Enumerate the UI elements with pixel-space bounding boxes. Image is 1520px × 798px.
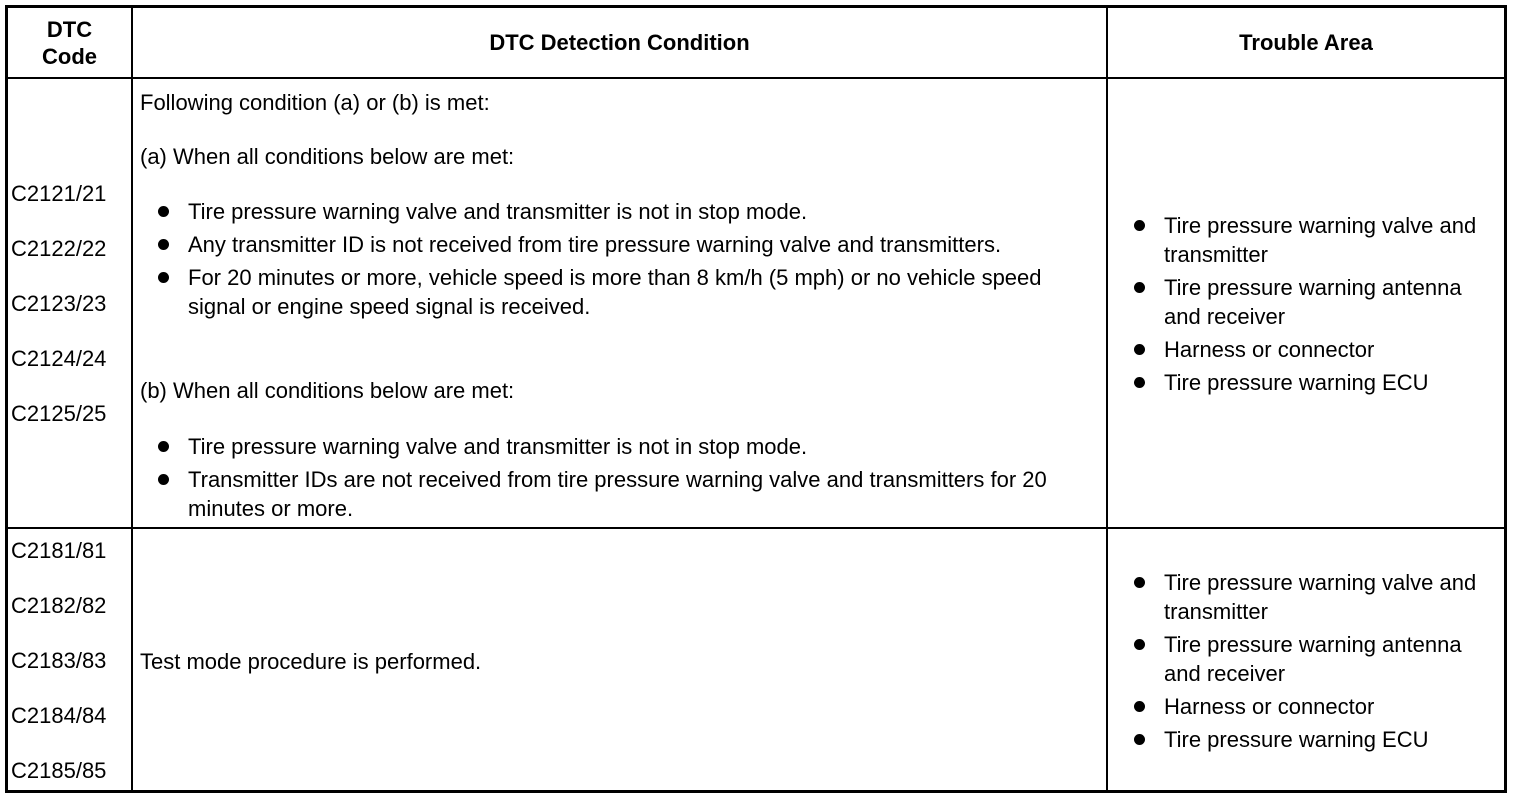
header-trouble-area-label: Trouble Area xyxy=(1239,30,1373,55)
list-item: Tire pressure warning ECU xyxy=(1110,725,1495,754)
list-item: Tire pressure warning valve and transmitter xyxy=(1110,568,1495,626)
dtc-code: C2184/84 xyxy=(11,703,107,728)
list-item: Harness or connector xyxy=(1110,692,1495,721)
dtc-code: C2183/83 xyxy=(11,648,107,673)
condition-b-list xyxy=(140,432,1100,527)
list-item: Transmitter IDs are not received from tire pressure warning valve and transmitters for 20 minutes or more. xyxy=(140,465,1100,523)
list-item: Tire pressure warning antenna and receiver xyxy=(1110,630,1495,688)
dtc-code: C2124/24 xyxy=(11,346,107,371)
trouble-area-list-row-1 xyxy=(1110,211,1495,401)
header-detection-condition-label: DTC Detection Condition xyxy=(489,30,750,55)
list-item: Any transmitter ID is not received from tire pressure warning valve and transmitters. xyxy=(140,230,1100,259)
dtc-code: C2185/85 xyxy=(11,758,107,783)
list-item: For 20 minutes or more, vehicle speed is more than 8 km/h (5 mph) or no vehicle speed signal or engine speed signal is received. xyxy=(140,263,1100,321)
list-item: Tire pressure warning ECU xyxy=(1110,368,1495,397)
list-item: Tire pressure warning valve and transmitter is not in stop mode. xyxy=(140,432,1100,461)
dtc-code: C2123/23 xyxy=(11,291,107,316)
condition-a-list xyxy=(140,197,1100,325)
dtc-code: C2121/21 xyxy=(11,181,107,206)
list-item: Tire pressure warning valve and transmitter is not in stop mode. xyxy=(140,197,1100,226)
condition-intro: Following condition (a) or (b) is met: xyxy=(140,90,490,115)
list-item: Harness or connector xyxy=(1110,335,1495,364)
trouble-area-list-row-2 xyxy=(1110,568,1495,758)
condition-text-row-2: Test mode procedure is performed. xyxy=(140,649,482,674)
list-item: Tire pressure warning valve and transmitter xyxy=(1110,211,1495,269)
header-dtc-code-label: DTC Code xyxy=(42,16,97,69)
condition-b-label: (b) When all conditions below are met: xyxy=(140,378,515,403)
list-item: Tire pressure warning antenna and receiver xyxy=(1110,273,1495,331)
dtc-code: C2122/22 xyxy=(11,236,107,261)
header-dtc-code xyxy=(8,8,131,77)
condition-a-label: (a) When all conditions below are met: xyxy=(140,144,515,169)
header-trouble-area xyxy=(1108,8,1504,77)
header-detection-condition xyxy=(133,8,1106,77)
dtc-code: C2181/81 xyxy=(11,538,107,563)
dtc-code: C2182/82 xyxy=(11,593,107,618)
dtc-code: C2125/25 xyxy=(11,401,107,426)
